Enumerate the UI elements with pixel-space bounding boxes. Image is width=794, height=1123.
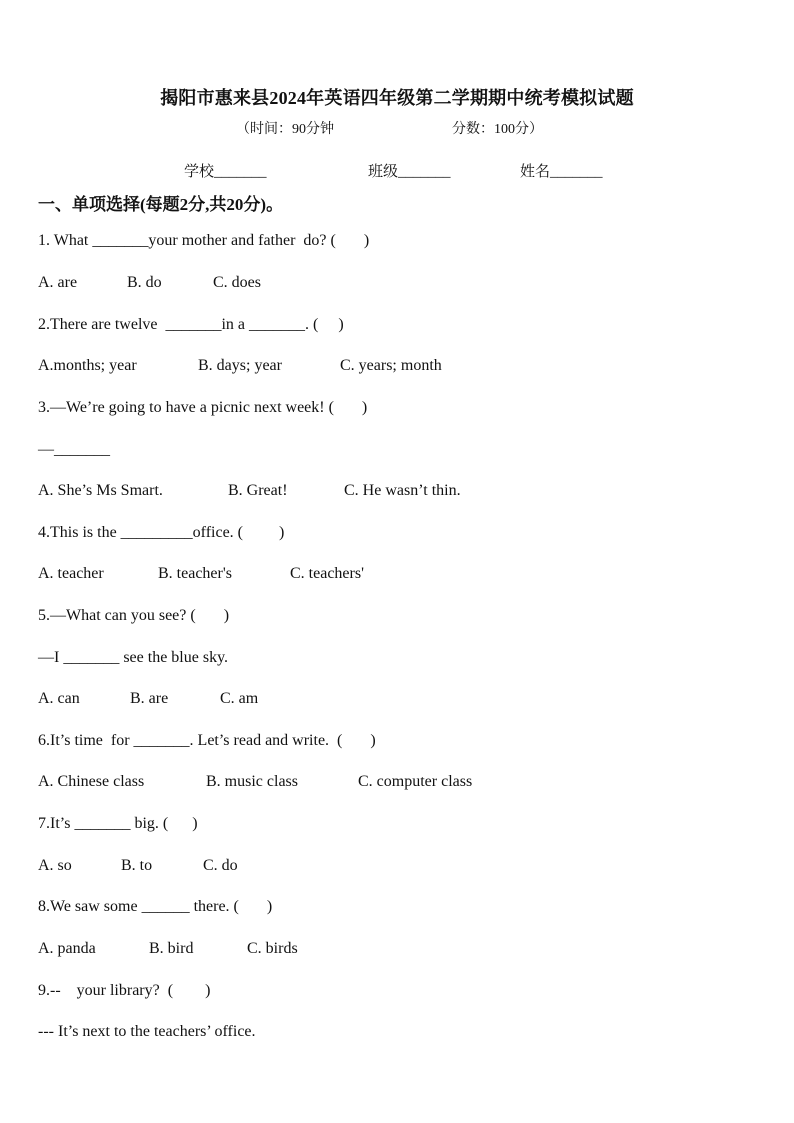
question-6-options (38, 773, 472, 791)
option-b: B. Great! (228, 482, 288, 499)
question-4-options (38, 565, 364, 583)
option-c: C. teachers' (290, 565, 364, 582)
question-5: 5.—What can you see? ( ) (38, 607, 230, 624)
question-3: 3.—We’re going to have a picnic next week! ( ) (38, 399, 368, 416)
question-2: 2.There are twelve _______in a _______. ( ) (38, 316, 344, 333)
question-5-options (38, 690, 258, 708)
question-7: 7.It’s _______ big. ( ) (38, 815, 198, 832)
option-c: C. He wasn’t thin. (344, 482, 461, 499)
option-a: A. She’s Ms Smart. (38, 482, 163, 499)
option-a: A. can (38, 690, 80, 707)
option-a: A. teacher (38, 565, 104, 582)
exam-title: 揭阳市惠来县2024年英语四年级第二学期期中统考模拟试题 (160, 88, 634, 108)
option-c: C. years; month (340, 357, 442, 374)
option-a: A. so (38, 857, 72, 874)
option-a: A. are (38, 274, 78, 291)
option-c: C. do (203, 857, 238, 874)
question-8: 8.We saw some ______ there. ( ) (38, 898, 273, 915)
option-c: C. computer class (358, 773, 473, 790)
question-9-response: --- It’s next to the teachers’ office. (38, 1023, 256, 1040)
option-c: C. am (220, 690, 259, 707)
question-2-options (38, 357, 442, 375)
question-6: 6.It’s time for _______. Let’s read and write. ( ) (38, 732, 376, 749)
option-b: B. to (121, 857, 153, 874)
option-a: A. panda (38, 940, 96, 957)
exam-time: （时间：90分钟 (236, 122, 334, 137)
question-5-response: —I _______ see the blue sky. (38, 649, 229, 666)
option-b: B. do (127, 274, 162, 291)
question-4: 4.This is the _________office. ( ) (38, 524, 285, 541)
option-b: B. teacher's (158, 565, 232, 582)
exam-score: 分数：100分） (452, 122, 543, 137)
option-b: B. bird (149, 940, 194, 957)
question-7-options (38, 857, 238, 875)
name-field: 姓名_______ (520, 164, 603, 180)
question-9: 9.-- your library? ( ) (38, 982, 211, 999)
option-b: B. are (130, 690, 169, 707)
option-b: B. music class (206, 773, 298, 790)
option-a: A.months; year (38, 357, 137, 374)
question-3-options (38, 482, 461, 500)
question-1-options (38, 274, 261, 292)
school-field: 学校_______ (184, 164, 267, 180)
section-title: 一、单项选择(每题2分,共20分)。 (38, 195, 284, 214)
option-b: B. days; year (198, 357, 282, 374)
option-c: C. does (213, 274, 261, 291)
option-a: A. Chinese class (38, 773, 145, 790)
option-c: C. birds (247, 940, 298, 957)
class-field: 班级_______ (368, 164, 451, 180)
question-3-response: —_______ (38, 441, 110, 458)
question-1: 1. What _______your mother and father do? ( ) (38, 232, 370, 249)
question-8-options (38, 940, 298, 958)
